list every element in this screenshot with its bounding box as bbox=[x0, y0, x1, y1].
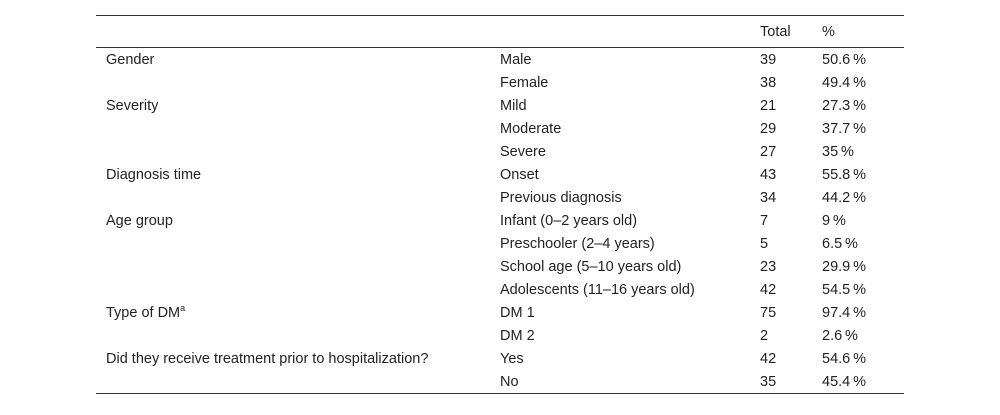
demographics-table bbox=[96, 15, 904, 394]
table-row bbox=[96, 48, 904, 72]
row-value: Onset bbox=[500, 166, 539, 183]
row-value: Male bbox=[500, 51, 532, 68]
row-percent: 49.4 % bbox=[822, 74, 867, 91]
row-percent: 97.4 % bbox=[822, 304, 867, 321]
row-total: 23 bbox=[760, 258, 777, 275]
row-percent: 44.2 % bbox=[822, 189, 867, 206]
row-value: Infant (0–2 years old) bbox=[500, 212, 638, 229]
table-row bbox=[96, 186, 904, 209]
table-row bbox=[96, 347, 904, 370]
row-category bbox=[96, 278, 500, 301]
table-row bbox=[96, 140, 904, 163]
table-row bbox=[96, 232, 904, 255]
row-percent: 27.3 % bbox=[822, 97, 867, 114]
row-total: 2 bbox=[760, 327, 769, 344]
row-category bbox=[96, 301, 500, 324]
row-category bbox=[96, 71, 500, 94]
row-value: No bbox=[500, 370, 760, 394]
table-row bbox=[96, 255, 904, 278]
row-percent: 35 % bbox=[822, 143, 854, 160]
row-category bbox=[96, 209, 500, 232]
row-total: 42 bbox=[760, 350, 777, 367]
header-category bbox=[96, 16, 500, 48]
header-row bbox=[96, 16, 904, 48]
row-total: 34 bbox=[760, 189, 777, 206]
table-body bbox=[96, 48, 904, 394]
row-category bbox=[96, 117, 500, 140]
table-row bbox=[96, 209, 904, 232]
row-category-label: Type of DM bbox=[106, 304, 181, 321]
row-category bbox=[96, 232, 500, 255]
row-percent: 54.6 % bbox=[822, 350, 867, 367]
row-value: Severe bbox=[500, 143, 546, 160]
row-percent: 29.9 % bbox=[822, 258, 867, 275]
row-value: Preschooler (2–4 years) bbox=[500, 235, 655, 252]
row-category bbox=[96, 186, 500, 209]
table-row bbox=[96, 163, 904, 186]
row-category bbox=[96, 370, 500, 394]
row-total: 39 bbox=[760, 51, 777, 68]
row-percent: 37.7 % bbox=[822, 120, 867, 137]
row-total: 21 bbox=[760, 97, 777, 114]
row-percent: 9 % bbox=[822, 212, 846, 229]
row-total: 5 bbox=[760, 235, 769, 252]
table-header bbox=[96, 16, 904, 48]
row-percent: 45.4 % bbox=[822, 370, 904, 394]
table-row bbox=[96, 370, 904, 394]
row-percent: 55.8 % bbox=[822, 166, 867, 183]
row-category-label: Did they receive treatment prior to hospitalization? bbox=[106, 350, 429, 367]
row-total: 29 bbox=[760, 120, 777, 137]
table-row bbox=[96, 278, 904, 301]
table-row bbox=[96, 94, 904, 117]
row-value: DM 1 bbox=[500, 304, 535, 321]
row-category bbox=[96, 347, 500, 370]
header-value bbox=[500, 16, 760, 48]
row-total: 43 bbox=[760, 166, 777, 183]
row-category bbox=[96, 324, 500, 347]
row-value: DM 2 bbox=[500, 327, 535, 344]
row-total: 27 bbox=[760, 143, 777, 160]
row-category-label: Severity bbox=[106, 97, 159, 114]
row-percent: 6.5 % bbox=[822, 235, 858, 252]
row-total: 42 bbox=[760, 281, 777, 298]
table-row bbox=[96, 301, 904, 324]
row-total: 75 bbox=[760, 304, 777, 321]
row-value: Mild bbox=[500, 97, 527, 114]
row-category bbox=[96, 140, 500, 163]
row-value: Yes bbox=[500, 350, 524, 367]
row-total: 7 bbox=[760, 212, 769, 229]
table-row bbox=[96, 117, 904, 140]
row-category-label: Gender bbox=[106, 51, 155, 68]
row-percent: 50.6 % bbox=[822, 51, 867, 68]
header-total: Total bbox=[760, 23, 791, 40]
table-row bbox=[96, 324, 904, 347]
row-value: Adolescents (11–16 years old) bbox=[500, 281, 695, 298]
row-percent: 2.6 % bbox=[822, 327, 858, 344]
row-value: School age (5–10 years old) bbox=[500, 258, 682, 275]
row-category bbox=[96, 48, 500, 72]
header-percent: % bbox=[822, 23, 835, 40]
footnote-marker: a bbox=[180, 302, 186, 313]
row-value: Female bbox=[500, 74, 549, 91]
row-category bbox=[96, 255, 500, 278]
row-category bbox=[96, 163, 500, 186]
row-value: Previous diagnosis bbox=[500, 189, 622, 206]
row-category bbox=[96, 94, 500, 117]
row-total: 38 bbox=[760, 74, 777, 91]
row-category-label: Age group bbox=[106, 212, 173, 229]
row-value: Moderate bbox=[500, 120, 562, 137]
table-row bbox=[96, 71, 904, 94]
row-percent: 54.5 % bbox=[822, 281, 867, 298]
data-table-container bbox=[96, 15, 904, 394]
row-category-label: Diagnosis time bbox=[106, 166, 202, 183]
row-total: 35 bbox=[760, 370, 822, 394]
